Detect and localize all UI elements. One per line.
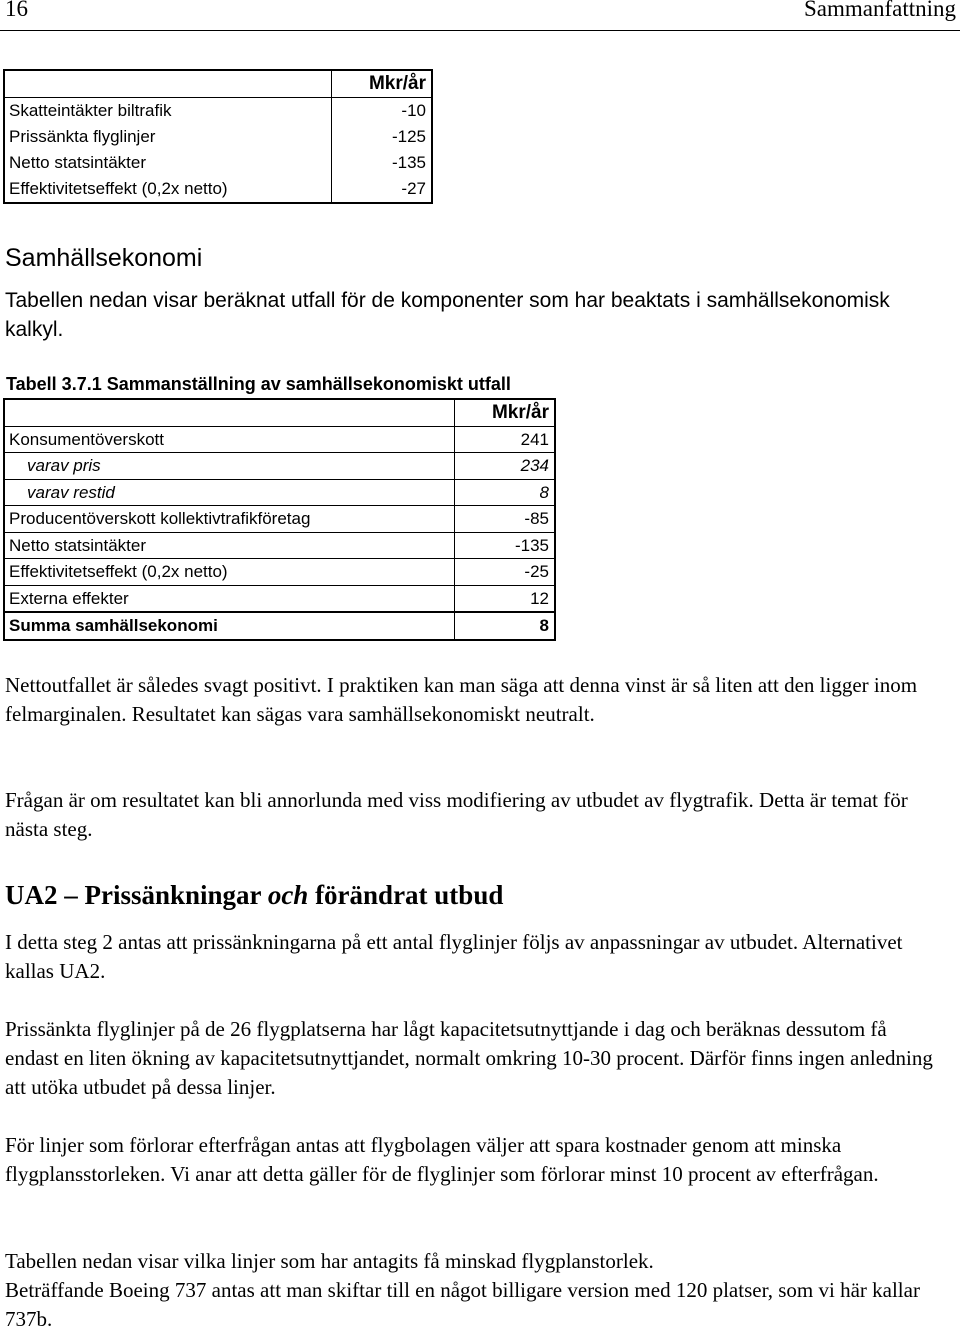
row-value: -125 bbox=[332, 124, 433, 150]
row-value: 241 bbox=[455, 426, 556, 453]
paragraph: För linjer som förlorar efterfrågan antas att flygbolagen väljer att spara kostnader genom att minska flygplansstorleken. Vi anar att detta gäller för de flyglinjer som förlorar minst 10 procent av efterfrågan. bbox=[5, 1133, 879, 1186]
table-row bbox=[4, 176, 432, 203]
intro-paragraph: Tabellen nedan visar beräknat utfall för de komponenter som har beaktats i samhällsekonomisk kalkyl. bbox=[5, 289, 890, 341]
row-label: Externa effekter bbox=[4, 585, 455, 612]
row-label: Producentöverskott kollektivtrafikföretag bbox=[4, 506, 455, 533]
paragraph: Frågan är om resultatet kan bli annorlunda med viss modifiering av utbudet av flygtrafik. Detta är temat för nästa steg. bbox=[5, 788, 908, 841]
paragraph: Nettoutfallet är således svagt positivt. I praktiken kan man säga att denna vinst är så liten att den ligger inom felmarginalen. Resultatet kan sägas vara samhällsekonomiskt neutralt. bbox=[5, 673, 918, 726]
row-value: -27 bbox=[332, 176, 433, 203]
table-header-row bbox=[4, 399, 555, 426]
row-value: -10 bbox=[332, 98, 433, 125]
total-row bbox=[4, 612, 555, 640]
row-value: -25 bbox=[455, 559, 556, 586]
section-heading-ua2: UA2 – Prissänkningar och förändrat utbud bbox=[5, 880, 504, 910]
row-label: varav restid bbox=[4, 479, 455, 506]
row-label: Netto statsintäkter bbox=[4, 150, 332, 176]
table-row bbox=[4, 453, 555, 480]
table-row bbox=[4, 479, 555, 506]
row-value: -135 bbox=[332, 150, 433, 176]
table-row bbox=[4, 124, 432, 150]
row-value: 234 bbox=[455, 453, 556, 480]
paragraph: I detta steg 2 antas att prissänkningarna på ett antal flyglinjer följs av anpassningar av utbudet. Alternativet kallas UA2. bbox=[5, 930, 903, 983]
row-label: varav pris bbox=[4, 453, 455, 480]
running-title: Sammanfattning bbox=[803, 0, 956, 21]
row-label: Effektivitetseffekt (0,2x netto) bbox=[4, 176, 332, 203]
table-row bbox=[4, 585, 555, 612]
row-value: 8 bbox=[455, 612, 556, 640]
unit-header: Mkr/år bbox=[455, 399, 556, 426]
table-row bbox=[4, 150, 432, 176]
row-value: -85 bbox=[455, 506, 556, 533]
row-label: Summa samhällsekonomi bbox=[4, 612, 455, 640]
summary-table bbox=[3, 69, 433, 204]
table-row bbox=[4, 98, 432, 125]
row-label: Konsumentöverskott bbox=[4, 426, 455, 453]
row-label: Prissänkta flyglinjer bbox=[4, 124, 332, 150]
table-row bbox=[4, 426, 555, 453]
row-label: Skatteintäkter biltrafik bbox=[4, 98, 332, 125]
section-heading-samhallsekonomi: Samhällsekonomi bbox=[5, 244, 203, 272]
table-row bbox=[4, 506, 555, 533]
table-header-row bbox=[4, 70, 432, 98]
table-row bbox=[4, 559, 555, 586]
main-table bbox=[3, 398, 556, 641]
page-header bbox=[0, 0, 960, 31]
table-caption: Tabell 3.7.1 Sammanställning av samhällsekonomiskt utfall bbox=[6, 374, 511, 394]
row-value: -135 bbox=[455, 532, 556, 559]
row-label: Effektivitetseffekt (0,2x netto) bbox=[4, 559, 455, 586]
row-label: Netto statsintäkter bbox=[4, 532, 455, 559]
paragraph: Beträffande Boeing 737 antas att man skiftar till en något billigare version med 120 platser, som vi här kallar 737b. bbox=[5, 1278, 920, 1331]
page-number: 16 bbox=[5, 0, 28, 21]
unit-header: Mkr/år bbox=[332, 70, 433, 98]
row-value: 8 bbox=[455, 479, 556, 506]
row-value: 12 bbox=[455, 585, 556, 612]
table-row bbox=[4, 532, 555, 559]
paragraph: Prissänkta flyglinjer på de 26 flygplatserna har lågt kapacitetsutnyttjande i dag och beräknas dessutom få endast en liten ökning av kapacitetsutnyttjandet, normalt omkring 10-30 procent. Därför finns ingen anledning att utöka utbudet på dessa linjer. bbox=[5, 1017, 933, 1099]
paragraph: Tabellen nedan visar vilka linjer som har antagits få minskad flygplanstorlek. bbox=[5, 1249, 654, 1273]
